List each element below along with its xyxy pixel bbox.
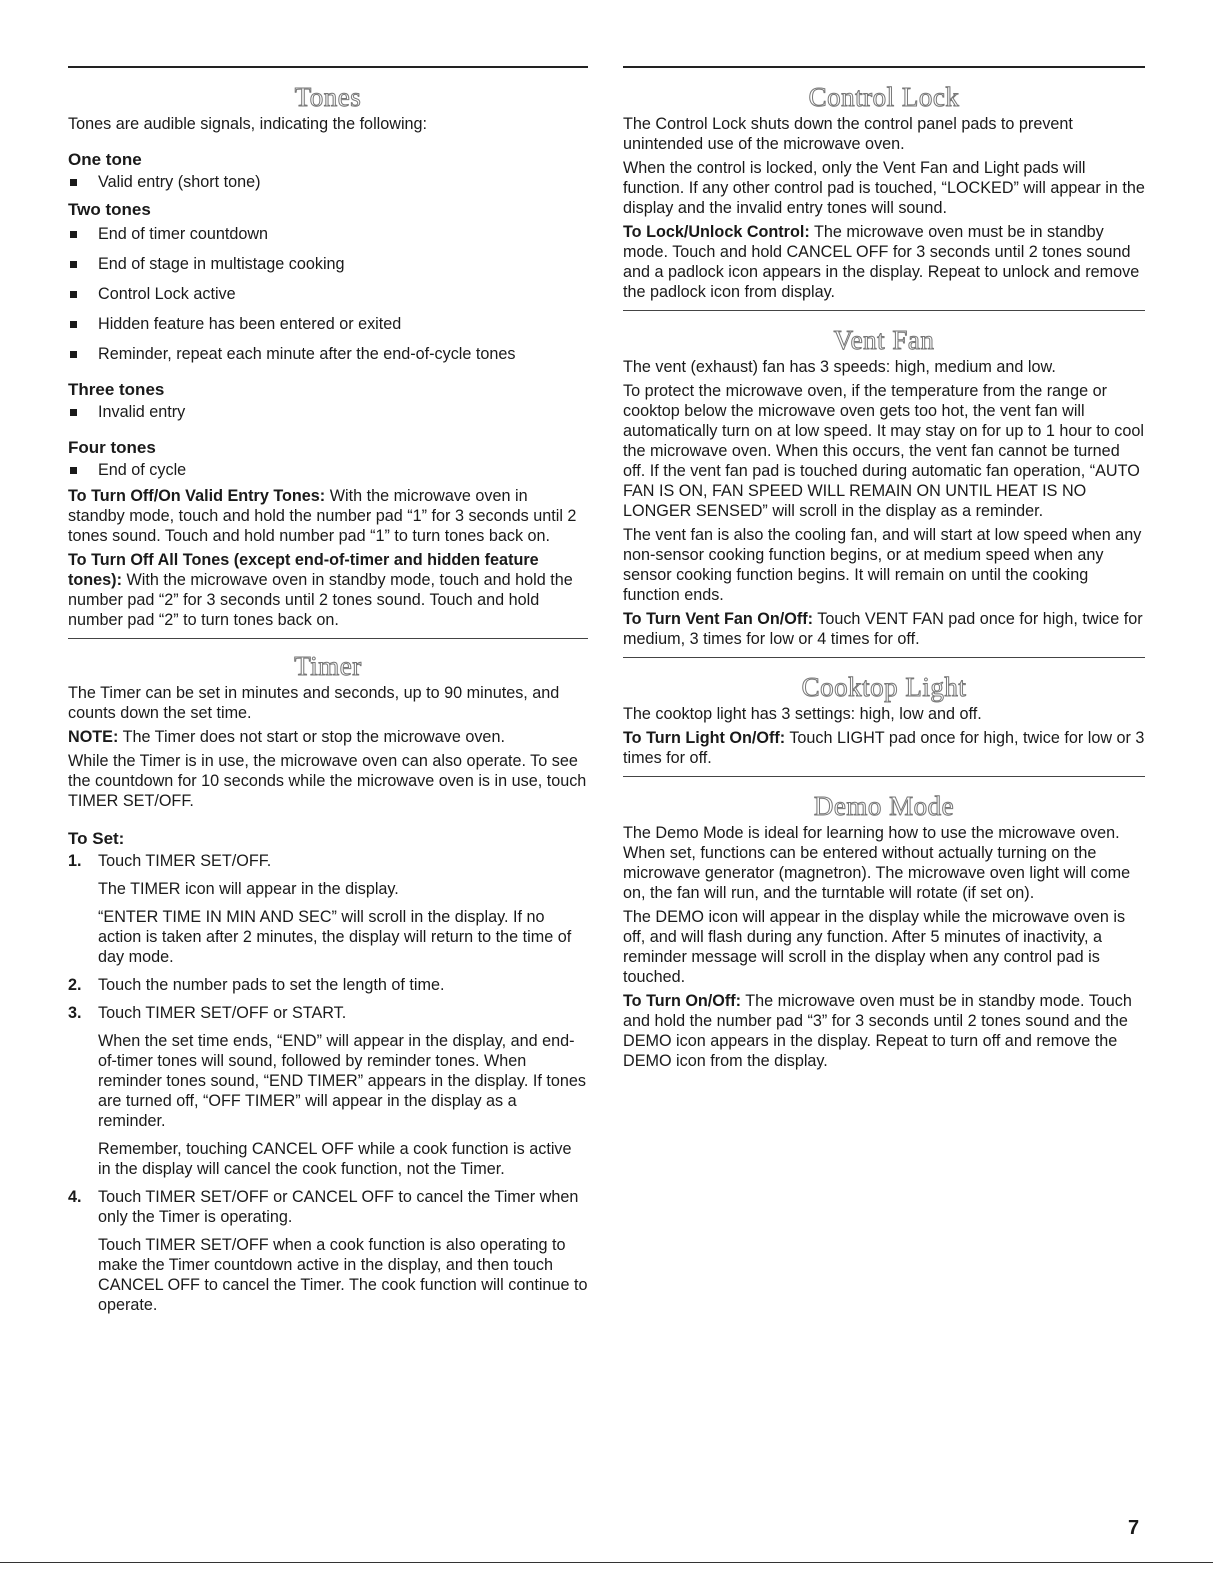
- step-item: [68, 975, 588, 995]
- step-text: Touch TIMER SET/OFF or START.: [98, 1004, 347, 1022]
- timer-note: [68, 727, 588, 747]
- list-item: Hidden feature has been entered or exited: [68, 314, 588, 334]
- all-tones-instruction: [68, 550, 588, 630]
- cooktop-light-heading: Cooktop Light: [801, 672, 967, 702]
- list-item: End of timer countdown: [68, 224, 588, 244]
- timer-heading: Timer: [294, 651, 362, 681]
- step-number: 3.: [68, 1004, 82, 1022]
- note-label: NOTE:: [68, 728, 119, 746]
- step-item: [68, 1003, 588, 1179]
- tones-heading: Tones: [294, 82, 362, 112]
- vent-fan-label: To Turn Vent Fan On/Off:: [623, 610, 814, 628]
- vent-fan-p2: To protect the microwave oven, if the temperature from the range or cooktop below the microwave oven gets too hot, the vent fan will automatically turn on at low speed. It may stay on for up to 1 hour to cool the microwave oven. When this occurs, the vent fan cannot be turned off. If the vent fan pad is touched during automatic fan operation, “AUTO FAN IS ON, FAN SPEED WILL REMAIN ON UNTIL HEAT IS NO LONGER SENSED” will scroll in the display as a reminder.: [623, 382, 1144, 520]
- vent-fan-p1: The vent (exhaust) fan has 3 speeds: high, medium and low.: [623, 358, 1056, 376]
- cooktop-light-p1: The cooktop light has 3 settings: high, low and off.: [623, 705, 982, 723]
- control-lock-p2: When the control is locked, only the Vent Fan and Light pads will function. If any other control pad is touched, “LOCKED” will appear in the display and the invalid entry tones will sound.: [623, 159, 1145, 217]
- step-text: Touch TIMER SET/OFF or CANCEL OFF to cancel the Timer when only the Timer is operating.: [98, 1188, 579, 1226]
- control-lock-heading: Control Lock: [808, 82, 960, 112]
- list-item: End of stage in multistage cooking: [68, 254, 588, 274]
- cooktop-light-section: [623, 658, 1145, 768]
- step-text: Touch TIMER SET/OFF when a cook function is also operating to make the Timer countdown active in the display, and then touch CANCEL OFF to cancel the Timer. The cook function will continue to operate.: [98, 1236, 588, 1314]
- demo-mode-p2: The DEMO icon will appear in the display while the microwave oven is off, and will flash during any function. After 5 minutes of inactivity, a reminder message will scroll in the display when any control pad is touched.: [623, 908, 1126, 986]
- vent-fan-p3: The vent fan is also the cooling fan, and will start at low speed when any non-sensor cooking function begins, or at medium speed when any sensor cooking function begins. It will remain on until the cooking function ends.: [623, 526, 1142, 604]
- all-tones-text: With the microwave oven in standby mode, touch and hold the number pad “2” for 3 seconds until 2 tones sound. Touch and hold number pad “2” to turn tones back on.: [68, 571, 573, 629]
- valid-entry-tones-instruction: [68, 486, 588, 546]
- light-text: Touch LIGHT pad once for high, twice for low or 3 times for off.: [623, 729, 1145, 767]
- control-lock-instruction: [623, 222, 1145, 302]
- page-number: 7: [1128, 1517, 1140, 1539]
- step-text: Touch TIMER SET/OFF.: [98, 852, 272, 870]
- timer-intro: The Timer can be set in minutes and seconds, up to 90 minutes, and counts down the set time.: [68, 684, 560, 722]
- to-set-heading: To Set:: [68, 829, 125, 848]
- vent-fan-instruction: [623, 609, 1145, 649]
- step-item: [68, 1187, 588, 1315]
- step-number: 2.: [68, 976, 82, 994]
- list-item: Invalid entry: [68, 402, 588, 422]
- vent-fan-section: [623, 311, 1145, 649]
- timer-steps: [68, 851, 588, 1315]
- right-column: [623, 66, 1145, 1075]
- demo-mode-heading: Demo Mode: [813, 791, 955, 821]
- list-item: Valid entry (short tone): [68, 172, 588, 192]
- demo-label: To Turn On/Off:: [623, 992, 742, 1010]
- step-text: Touch the number pads to set the length of time.: [98, 976, 445, 994]
- bottom-divider: [0, 1562, 1213, 1563]
- note-text: The Timer does not start or stop the microwave oven.: [118, 728, 505, 746]
- step-number: 1.: [68, 852, 82, 870]
- left-column: [68, 66, 588, 1323]
- step-text: “ENTER TIME IN MIN AND SEC” will scroll in the display. If no action is taken after 2 minutes, the display will return to the time of day mode.: [98, 908, 572, 966]
- cooktop-light-instruction: [623, 728, 1145, 768]
- valid-entry-label: To Turn Off/On Valid Entry Tones:: [68, 487, 326, 505]
- lock-label: To Lock/Unlock Control:: [623, 223, 810, 241]
- step-text: When the set time ends, “END” will appear in the display, and end-of-timer tones will sound, followed by reminder tones. When reminder tones sound, “END TIMER” appears in the display. If tones are turned off, “OFF TIMER” will appear in the display as a reminder.: [98, 1032, 586, 1130]
- vent-fan-heading: Vent Fan: [833, 325, 935, 355]
- timer-section: [68, 639, 588, 1315]
- demo-mode-p1: The Demo Mode is ideal for learning how to use the microwave oven. When set, functions can be entered without actually turning on the microwave generator (magnetron). The microwave oven light will come on, the fan will run, and the turntable will rotate (if set on).: [623, 824, 1131, 902]
- valid-entry-text: With the microwave oven in standby mode, touch and hold the number pad “1” for 3 seconds until 2 tones sound. Touch and hold number pad “1” to turn tones back on.: [68, 487, 577, 545]
- lock-text: The microwave oven must be in standby mode. Touch and hold CANCEL OFF for 3 seconds until 2 tones sound and a padlock icon appears in the display. Repeat to unlock and remove the padlock icon from display.: [623, 223, 1140, 301]
- four-tones-list: [68, 460, 588, 480]
- step-number: 4.: [68, 1188, 82, 1206]
- one-tone-list: [68, 172, 588, 192]
- demo-mode-instruction: [623, 991, 1145, 1071]
- list-item: Control Lock active: [68, 284, 588, 304]
- list-item: End of cycle: [68, 460, 588, 480]
- timer-while-in-use: While the Timer is in use, the microwave oven can also operate. To see the countdown for 10 seconds while the microwave oven is in use, touch TIMER SET/OFF.: [68, 752, 587, 810]
- vent-fan-text: Touch VENT FAN pad once for high, twice for medium, 3 times for low or 4 times for off.: [623, 610, 1143, 648]
- two-tones-list: [68, 224, 588, 364]
- all-tones-label: To Turn Off All Tones (except end-of-timer and hidden feature tones):: [68, 551, 539, 589]
- three-tones-heading: Three tones: [68, 380, 165, 399]
- step-text: The TIMER icon will appear in the display.: [98, 880, 399, 898]
- demo-mode-section: [623, 777, 1145, 1071]
- two-tones-heading: Two tones: [68, 200, 151, 219]
- three-tones-list: [68, 402, 588, 422]
- step-text: Remember, touching CANCEL OFF while a cook function is active in the display will cancel the cook function, not the Timer.: [98, 1140, 572, 1178]
- control-lock-p1: The Control Lock shuts down the control panel pads to prevent unintended use of the microwave oven.: [623, 115, 1073, 153]
- tones-section: [68, 68, 588, 630]
- demo-text: The microwave oven must be in standby mode. Touch and hold the number pad “3” for 3 seconds until 2 tones sound and the DEMO icon appears in the display. Repeat to turn off and remove the DEMO icon from the display.: [623, 992, 1132, 1070]
- tones-intro: Tones are audible signals, indicating the following:: [68, 115, 428, 133]
- control-lock-section: [623, 68, 1145, 302]
- list-item: Reminder, repeat each minute after the end-of-cycle tones: [68, 344, 588, 364]
- four-tones-heading: Four tones: [68, 438, 156, 457]
- light-label: To Turn Light On/Off:: [623, 729, 786, 747]
- one-tone-heading: One tone: [68, 150, 142, 169]
- step-item: [68, 851, 588, 967]
